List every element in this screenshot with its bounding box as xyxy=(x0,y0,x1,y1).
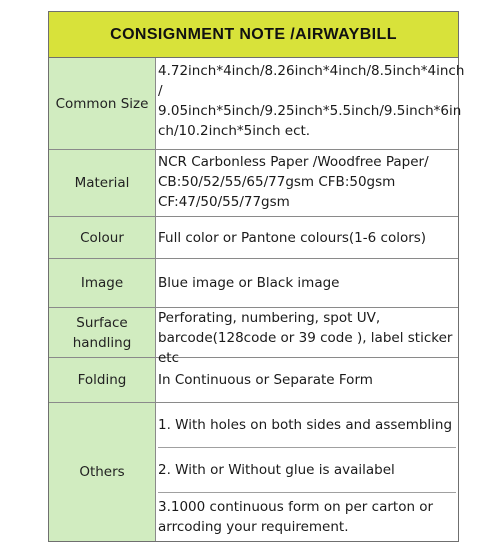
value-colour xyxy=(158,217,456,258)
size-line-1: 4.72inch*4inch/8.26inch*4inch/8.5inch*4inch xyxy=(158,63,465,79)
row-material xyxy=(49,150,458,217)
row-image xyxy=(49,259,458,308)
material-line-2: CB:50/52/55/65/77gsm CFB:50gsm xyxy=(158,174,396,190)
material-line-3: CF:47/50/55/77gsm xyxy=(158,194,290,210)
label-image: Image xyxy=(49,259,156,307)
value-folding xyxy=(158,358,456,402)
colour-text: Full color or Pantone colours(1-6 colors) xyxy=(158,229,427,246)
label-others: Others xyxy=(49,403,156,541)
value-material xyxy=(158,150,456,216)
folding-text: In Continuous or Separate Form xyxy=(158,372,373,388)
row-others xyxy=(49,403,458,541)
surface-line-1: Perforating, numbering, spot UV, xyxy=(158,310,381,326)
row-colour xyxy=(49,217,458,259)
value-image xyxy=(158,259,456,307)
size-line-4: ch/10.2inch*5inch ect. xyxy=(158,123,311,139)
others-item-3-line-2: arrcoding your requirement. xyxy=(158,519,349,535)
surface-label-line-1: Surface xyxy=(76,314,128,331)
size-line-3: 9.05inch*5inch/9.25inch*5.5inch/9.5inch*6in xyxy=(158,103,462,119)
surface-line-3: etc xyxy=(158,350,180,366)
label-surface-handling xyxy=(49,308,156,357)
image-text: Blue image or Black image xyxy=(158,275,340,291)
surface-line-2: barcode(128code or 39 code ), label sticker xyxy=(158,330,453,346)
others-item-1-text: 1. With holes on both sides and assembling xyxy=(158,417,453,433)
label-folding: Folding xyxy=(49,358,156,402)
others-item-3-line-1: 3.1000 continuous form on per carton or xyxy=(158,499,434,515)
row-folding xyxy=(49,358,458,403)
material-line-1: NCR Carbonless Paper /Woodfree Paper/ xyxy=(158,154,429,170)
label-material: Material xyxy=(49,150,156,216)
value-common-size xyxy=(158,58,465,149)
table-title: CONSIGNMENT NOTE /AIRWAYBILL xyxy=(49,12,458,58)
others-item-2-text: 2. With or Without glue is availabel xyxy=(158,462,395,478)
label-common-size: Common Size xyxy=(49,58,156,149)
others-item-3 xyxy=(158,493,456,541)
row-surface-handling xyxy=(49,308,458,366)
label-colour: Colour xyxy=(49,217,156,258)
others-item-1 xyxy=(158,403,456,448)
others-item-2 xyxy=(158,448,456,493)
row-common-size xyxy=(49,58,465,150)
value-others xyxy=(158,403,456,541)
value-surface-handling xyxy=(158,308,456,366)
size-line-2: / xyxy=(158,83,163,99)
spec-table xyxy=(48,11,465,542)
surface-label-line-2: handling xyxy=(72,334,132,351)
